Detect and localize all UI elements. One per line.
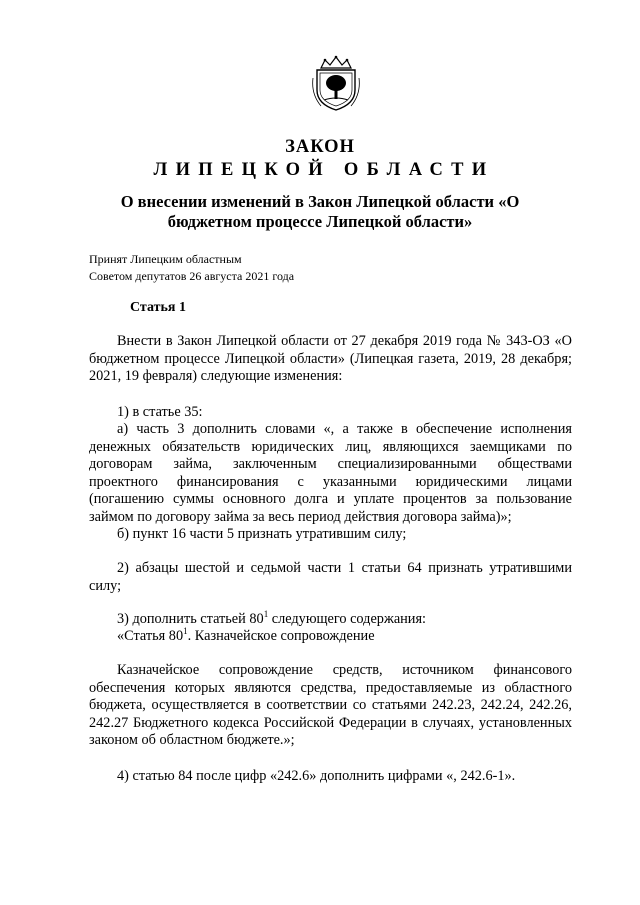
law-title-line-2: бюджетном процессе Липецкой области» — [167, 212, 473, 231]
new-article-body: Казначейское сопровождение средств, источником финансового обеспечения которых являются средства, предоставляемые из областного бюджета, осуществляется в соответствии со статьями 242.23, 242.24, 242.26, 242.27 Бюджетного кодекса Российской Федерации в случаях, установленных законом об областном бюджете.»; — [89, 662, 572, 749]
new-article-title-end: . Казначейское сопровождение — [187, 628, 375, 644]
law-title — [0, 192, 640, 232]
amendment-item-4: 4) статью 84 после цифр «242.6» дополнить цифрами «, 242.6-1». — [117, 768, 516, 784]
region-heading: ЛИПЕЦКОЙ ОБЛАСТИ — [153, 160, 495, 180]
new-article-title — [89, 628, 572, 646]
article-intro: Внести в Закон Липецкой области от 27 декабря 2019 года № 343-ОЗ «О бюджетном процессе Липецкой области» (Липецкая газета, 2019, 28 декабря; 2021, 19 февраля) следующие изменения: — [89, 333, 572, 385]
amendment-item-1a: а) часть 3 дополнить словами «, а также в обеспечение исполнения денежных обязательств юридических лиц, являющихся заемщиками по договорам займа, заключенным специализированными обществами проектного финансирования с указанными юридическими лицами (погашению суммы основного долга и уплате процентов за пользование займом по договору займа за весь период действия договора займа)»; — [89, 421, 572, 525]
law-title-line-1: О внесении изменений в Закон Липецкой области «О — [120, 192, 520, 211]
amendment-item-3-text: 3) дополнить статьей 80 — [117, 611, 264, 627]
amendment-item-3-text-end: следующего содержания: — [268, 611, 427, 627]
new-article-title-text: «Статья 80 — [117, 628, 184, 644]
article-heading: Статья 1 — [130, 300, 186, 315]
superscript: 1 — [263, 609, 269, 620]
adoption-note — [89, 251, 294, 285]
document-type-heading: ЗАКОН — [285, 137, 355, 157]
amendment-item-2: 2) абзацы шестой и седьмой части 1 статьи 64 признать утратившими силу; — [89, 560, 572, 594]
adoption-note-line-2: Советом депутатов 26 августа 2021 года — [89, 269, 295, 283]
amendment-item-3 — [89, 611, 572, 629]
amendment-item-1b: б) пункт 16 части 5 признать утратившим силу; — [117, 526, 407, 542]
superscript: 1 — [183, 626, 188, 637]
amendment-item-1: 1) в статье 35: — [117, 404, 203, 420]
adoption-note-line-1: Принят Липецким областным — [89, 252, 242, 266]
coat-of-arms-icon — [311, 54, 361, 112]
